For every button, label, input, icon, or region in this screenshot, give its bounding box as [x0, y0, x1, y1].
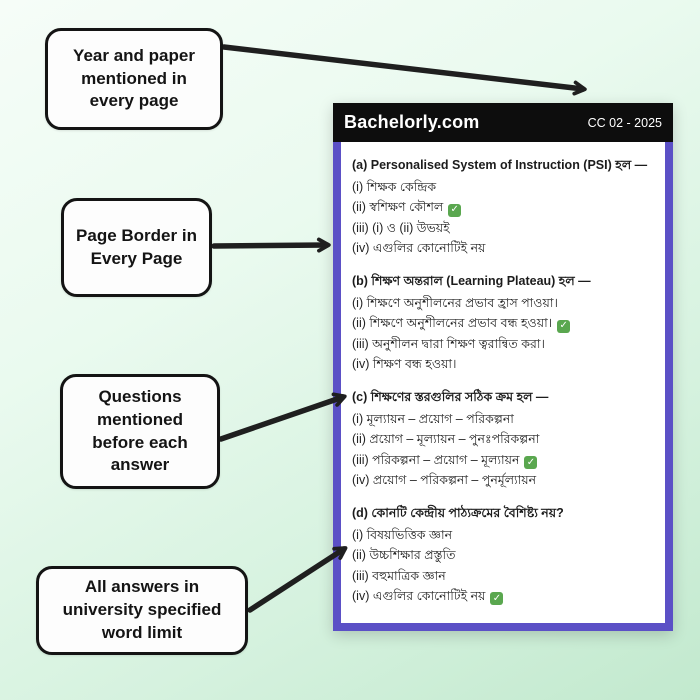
arrow-year-paper-icon [224, 47, 583, 89]
question-option [352, 450, 654, 470]
check-icon: ✓ [448, 204, 461, 217]
callout-year-paper-label: Year and paper mentioned in every page [73, 45, 195, 111]
callout-word-limit-label: All answers in university specified word limit [62, 577, 222, 642]
option-text: (i) মূল্যায়ন – প্রয়োগ – পরিকল্পনা [352, 412, 514, 426]
question-option [352, 586, 654, 606]
callout-page-border [61, 198, 212, 297]
question-block [352, 271, 654, 374]
option-text: (iii) অনুশীলন দ্বারা শিক্ষণ ত্বরান্বিত করা। [352, 336, 545, 351]
check-icon: ✓ [524, 456, 537, 469]
question-block [352, 155, 654, 258]
callout-page-border-label: Page Border in Every Page [76, 225, 197, 268]
question-option [352, 545, 654, 565]
callout-questions [60, 374, 220, 489]
document-header [333, 103, 673, 142]
question-label: (d) কোনটি কেন্দ্রীয় পাঠ্যক্রমের বৈশিষ্ট্য নয়? [352, 506, 564, 520]
option-text: (i) শিক্ষণে অনুশীলনের প্রভাব হ্রাস পাওয়া। [352, 296, 558, 310]
document-body [333, 142, 673, 631]
question-option [352, 334, 654, 354]
option-text: (ii) শিক্ষণে অনুশীলনের প্রভাব বন্ধ হওয়া। [352, 316, 553, 331]
callout-year-paper [45, 28, 223, 130]
paper-code-badge: CC 02 - 2025 [587, 115, 662, 130]
option-text: (iii) বহুমাত্রিক জ্ঞান [352, 568, 446, 583]
option-text: (ii) প্রয়োগ – মূল্যায়ন – পুনঃপরিকল্পনা [352, 432, 540, 447]
option-text: (iv) এগুলির কোনোটিই নয় [352, 588, 486, 603]
arrow-questions-icon [221, 397, 343, 439]
option-text: (iii) (i) ও (ii) উভয়ই [352, 220, 450, 235]
option-text: (ii) স্বশিক্ষণ কৌশল [352, 200, 444, 215]
check-icon: ✓ [557, 320, 570, 333]
question-option [352, 293, 654, 313]
question-block [352, 503, 654, 606]
question-option [352, 566, 654, 586]
question-option [352, 470, 654, 490]
option-text: (i) শিক্ষক কেন্দ্রিক [352, 180, 437, 194]
question-option [352, 354, 654, 374]
question-option [352, 429, 654, 449]
questions-list [352, 155, 654, 606]
arrow-word-limit-icon [250, 549, 344, 610]
question-option [352, 218, 654, 238]
option-text: (iv) এগুলির কোনোটিই নয় [352, 240, 486, 255]
question-option [352, 409, 654, 429]
question-label: (c) শিক্ষণের স্তরগুলির সঠিক ক্রম হল — [352, 390, 549, 404]
question-label: (b) শিক্ষণ অন্তরাল (Learning Plateau) হল — [352, 274, 591, 288]
arrow-page-border-icon [214, 245, 327, 246]
question-option [352, 197, 654, 217]
option-text: (ii) উচ্চশিক্ষার প্রস্তুতি [352, 548, 456, 563]
question-option [352, 313, 654, 333]
check-icon: ✓ [490, 592, 503, 605]
option-text: (iv) প্রয়োগ – পরিকল্পনা – পুনর্মূল্যায়ন [352, 472, 537, 487]
callout-word-limit [36, 566, 248, 655]
option-text: (iv) শিক্ষণ বন্ধ হওয়া। [352, 356, 457, 371]
option-text: (i) বিষয়ভিত্তিক জ্ঞান [352, 528, 453, 542]
question-label: (a) Personalised System of Instruction (PSI) হল — [352, 158, 648, 172]
question-option [352, 238, 654, 258]
document-page [333, 103, 673, 631]
question-option [352, 525, 654, 545]
question-option [352, 177, 654, 197]
question-block [352, 387, 654, 490]
callout-questions-label: Questions mentioned before each answer [92, 386, 188, 475]
brand-title: Bachelorly.com [344, 112, 480, 132]
option-text: (iii) পরিকল্পনা – প্রয়োগ – মূল্যায়ন [352, 452, 520, 467]
